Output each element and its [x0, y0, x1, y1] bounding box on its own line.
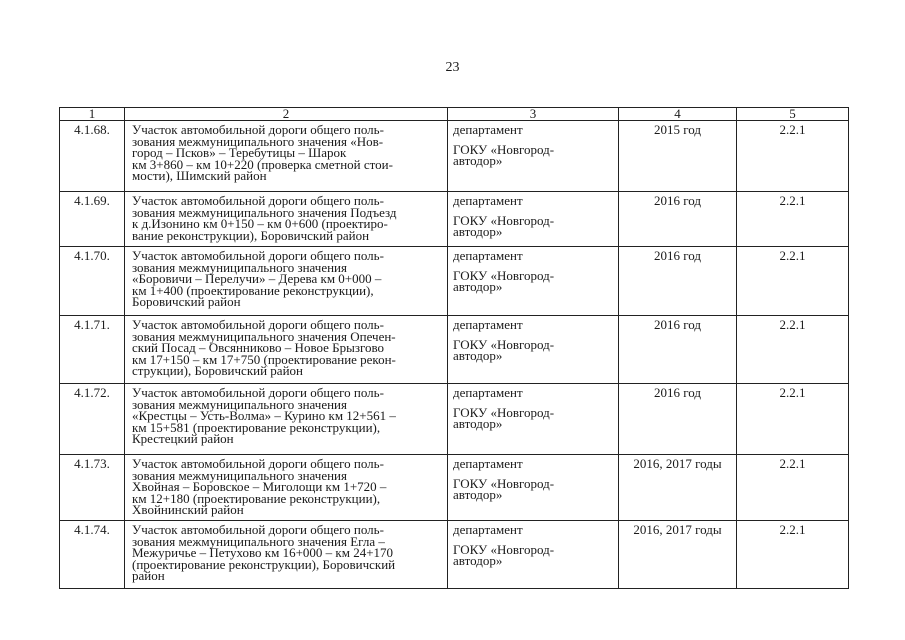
program-table — [59, 107, 849, 589]
responsible-department: департамент — [453, 193, 523, 208]
item-number-cell: 4.1.71. — [60, 316, 125, 384]
responsible-department: департамент — [453, 385, 523, 400]
table-row — [60, 316, 849, 384]
year-cell: 2016 год — [619, 384, 737, 455]
task-number-cell: 2.2.1 — [737, 455, 849, 521]
year-cell: 2016 год — [619, 192, 737, 247]
executor-line: ГОКУ «Новгород- — [453, 404, 555, 420]
description-line: Крестецкий район — [132, 431, 234, 446]
executor-line: ГОКУ «Новгород- — [453, 541, 555, 557]
year-cell: 2016, 2017 годы — [619, 455, 737, 521]
task-number-cell: 2.2.1 — [737, 316, 849, 384]
description-line: город – Псков» – Теребутицы – Шарок — [132, 145, 347, 160]
description-line: мости), Шимский район — [132, 168, 267, 183]
description-line: Участок автомобильной дороги общего поль- — [132, 122, 384, 137]
responsible-cell — [448, 247, 619, 316]
item-number-cell: 4.1.69. — [60, 192, 125, 247]
description-line: Боровичский район — [132, 294, 241, 309]
task-number-cell: 2.2.1 — [737, 247, 849, 316]
responsible-department: департамент — [453, 122, 523, 137]
header-col-3: 3 — [448, 108, 619, 121]
item-description-cell — [125, 247, 448, 316]
executor-line: автодор» — [453, 348, 503, 363]
table-row — [60, 247, 849, 316]
description-line: «Крестцы – Усть-Волма» – Курино км 12+561 – — [132, 408, 396, 423]
item-number-cell: 4.1.74. — [60, 521, 125, 589]
description-line: км 1+400 (проектирование реконструкции), — [132, 282, 374, 298]
item-description-cell — [125, 384, 448, 455]
executor-block — [453, 475, 614, 502]
header-col-1: 1 — [60, 108, 125, 121]
year-cell: 2015 год — [619, 121, 737, 192]
executor-line: автодор» — [453, 553, 503, 568]
executor-block — [453, 541, 614, 568]
task-number-cell: 2.2.1 — [737, 192, 849, 247]
item-number-cell: 4.1.72. — [60, 384, 125, 455]
responsible-cell — [448, 316, 619, 384]
description-line: к д.Изонино км 0+150 – км 0+600 (проектиро- — [132, 216, 388, 231]
description-line: км 12+180 (проектирование реконструкции), — [132, 490, 381, 506]
description-line: Участок автомобильной дороги общего поль- — [132, 317, 384, 332]
table-row — [60, 192, 849, 247]
description-line: Хвойная – Боровское – Миголощи км 1+720 – — [132, 479, 387, 494]
executor-block — [453, 212, 614, 239]
description-line: км 15+581 (проектирование реконструкции), — [132, 419, 381, 435]
responsible-department: департамент — [453, 456, 523, 471]
executor-line: ГОКУ «Новгород- — [453, 336, 555, 352]
description-line: км 17+150 – км 17+750 (проектирование рекон- — [132, 351, 396, 367]
header-col-4: 4 — [619, 108, 737, 121]
executor-line: ГОКУ «Новгород- — [453, 267, 555, 283]
executor-line: автодор» — [453, 153, 503, 168]
task-number-cell: 2.2.1 — [737, 521, 849, 589]
responsible-cell — [448, 384, 619, 455]
description-line: км 3+860 – км 10+220 (проверка сметной стои- — [132, 156, 393, 172]
description-line: ский Посад – Овсянниково – Новое Брызгово — [132, 340, 385, 355]
item-description-cell — [125, 455, 448, 521]
task-number-cell: 2.2.1 — [737, 121, 849, 192]
table-row — [60, 121, 849, 192]
header-row — [60, 108, 849, 121]
description-line: Хвойнинский район — [132, 502, 244, 517]
description-line: Участок автомобильной дороги общего поль- — [132, 522, 384, 537]
description-line: зования межмуниципального значения — [132, 396, 347, 412]
executor-line: ГОКУ «Новгород- — [453, 212, 555, 228]
item-description-cell — [125, 121, 448, 192]
year-cell: 2016 год — [619, 316, 737, 384]
description-line: Участок автомобильной дороги общего поль- — [132, 248, 384, 263]
executor-block — [453, 267, 614, 294]
item-description-cell — [125, 316, 448, 384]
responsible-department: департамент — [453, 317, 523, 332]
executor-line: ГОКУ «Новгород- — [453, 141, 555, 157]
item-number-cell: 4.1.70. — [60, 247, 125, 316]
description-line: Участок автомобильной дороги общего поль- — [132, 385, 384, 400]
executor-block — [453, 141, 614, 168]
executor-block — [453, 404, 614, 431]
table-row — [60, 455, 849, 521]
page-number: 23 — [445, 60, 460, 75]
table-row — [60, 384, 849, 455]
description-line: струкции), Боровичский район — [132, 363, 303, 378]
task-number-cell: 2.2.1 — [737, 384, 849, 455]
description-line: зования межмуниципального значения — [132, 467, 347, 483]
description-line: Межуричье – Петухово км 16+000 – км 24+170 — [132, 545, 394, 560]
description-line: «Боровичи – Перелучи» – Дерева км 0+000 – — [132, 271, 382, 286]
executor-line: автодор» — [453, 224, 503, 239]
description-line: зования межмуниципального значения — [132, 259, 347, 275]
executor-line: автодор» — [453, 416, 503, 431]
item-number-cell: 4.1.73. — [60, 455, 125, 521]
item-number-cell: 4.1.68. — [60, 121, 125, 192]
responsible-department: департамент — [453, 522, 523, 537]
executor-line: автодор» — [453, 279, 503, 294]
description-line: (проектирование реконструкции), Боровичский — [132, 556, 396, 572]
description-line: зования межмуниципального значения «Нов- — [132, 133, 384, 149]
responsible-department: департамент — [453, 248, 523, 263]
executor-line: автодор» — [453, 487, 503, 502]
executor-line: ГОКУ «Новгород- — [453, 475, 555, 491]
description-line: Участок автомобильной дороги общего поль- — [132, 456, 384, 471]
item-description-cell — [125, 521, 448, 589]
item-description-cell — [125, 192, 448, 247]
year-cell: 2016 год — [619, 247, 737, 316]
responsible-cell — [448, 192, 619, 247]
executor-block — [453, 336, 614, 363]
description-line: Участок автомобильной дороги общего поль- — [132, 193, 384, 208]
responsible-cell — [448, 455, 619, 521]
description-line: район — [132, 568, 165, 583]
responsible-cell — [448, 121, 619, 192]
description-line: зования межмуниципального значения Подъезд — [132, 204, 397, 220]
table-row — [60, 521, 849, 589]
responsible-cell — [448, 521, 619, 589]
description-line: зования межмуниципального значения Егла – — [132, 533, 385, 549]
year-cell: 2016, 2017 годы — [619, 521, 737, 589]
description-line: зования межмуниципального значения Опечен- — [132, 328, 396, 344]
header-col-2: 2 — [125, 108, 448, 121]
header-col-5: 5 — [737, 108, 849, 121]
description-line: вание реконструкции), Боровичский район — [132, 227, 370, 243]
